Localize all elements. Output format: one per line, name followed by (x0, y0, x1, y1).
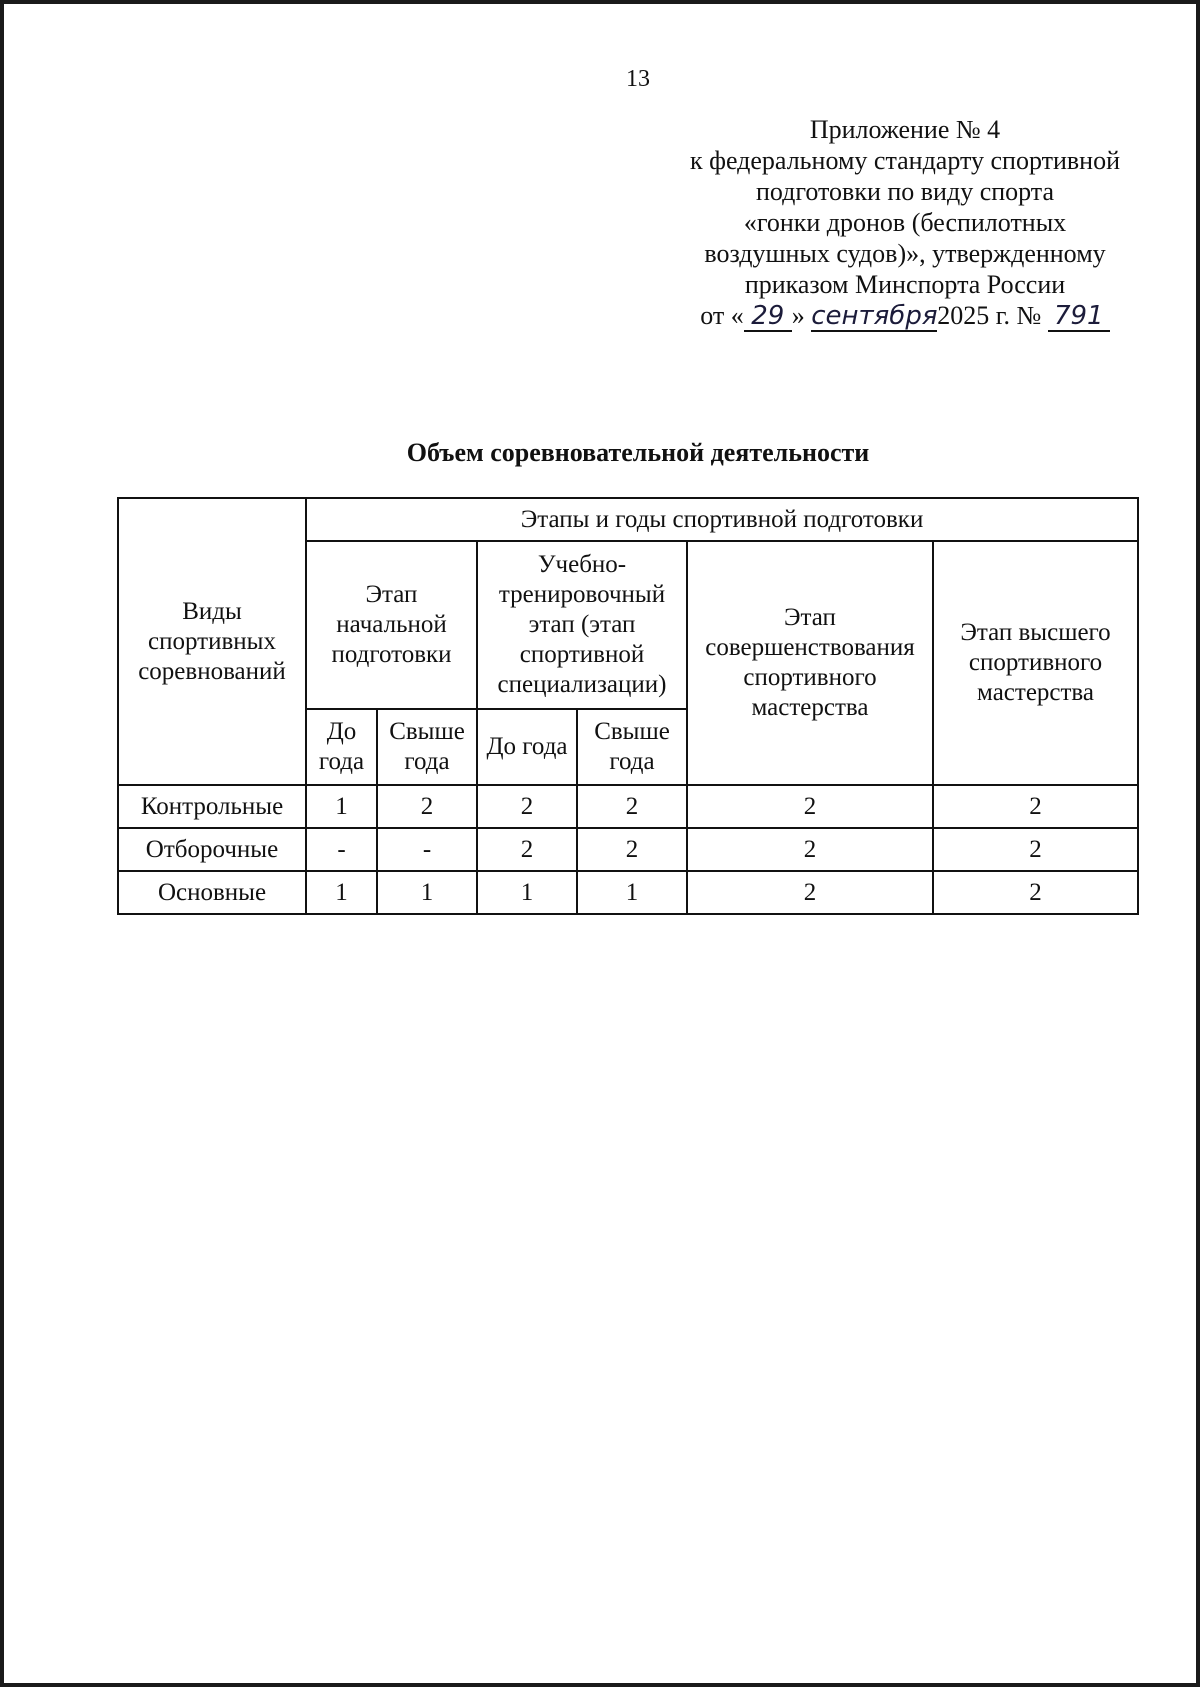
subheader-over-year: Свыше года (577, 709, 687, 785)
table-cell: 2 (687, 828, 933, 871)
appendix-line: подготовки по виду спорта (755, 177, 1055, 206)
table-cell: 2 (933, 828, 1138, 871)
order-line (640, 300, 1170, 332)
table-cell: 2 (377, 785, 477, 828)
table-cell: 1 (306, 871, 377, 914)
table-cell: 1 (477, 871, 577, 914)
table-cell: 2 (577, 828, 687, 871)
table-cell: 1 (377, 871, 477, 914)
header-stage-improvement: Этап совершенствования спортивного мастерства (687, 541, 933, 785)
table-cell: 2 (933, 785, 1138, 828)
appendix-header (640, 114, 1170, 332)
table-cell: 2 (687, 871, 933, 914)
appendix-line: Приложение № 4 (809, 115, 1001, 144)
order-day-handwritten: 29 (744, 302, 792, 332)
row-kind: Отборочные (118, 828, 306, 871)
competition-volume-table (117, 497, 1139, 915)
appendix-line: «гонки дронов (беспилотных (743, 208, 1067, 237)
order-mid: » (791, 301, 805, 330)
table-cell: 1 (306, 785, 377, 828)
row-kind: Основные (118, 871, 306, 914)
table-row (118, 871, 1138, 914)
row-kind: Контрольные (118, 785, 306, 828)
appendix-line: воздушных судов)», утвержденному (704, 239, 1106, 268)
header-stage-initial: Этап начальной подготовки (306, 541, 477, 709)
appendix-line: к федеральному стандарту спортивной (689, 146, 1121, 175)
table-cell: 2 (687, 785, 933, 828)
header-competition-kind: Виды спортивных соревнований (118, 498, 306, 785)
table-row (118, 785, 1138, 828)
page-number: 13 (626, 66, 650, 92)
table-cell: 2 (933, 871, 1138, 914)
table-cell: 2 (477, 785, 577, 828)
table-cell: - (377, 828, 477, 871)
document-title: Объем соревновательной деятельности (406, 438, 870, 467)
order-prefix: от « (700, 301, 744, 330)
table-row (118, 828, 1138, 871)
table-cell: 1 (577, 871, 687, 914)
table-cell: 2 (577, 785, 687, 828)
order-number-handwritten: 791 (1048, 302, 1110, 332)
header-stage-highest: Этап высшего спортивного мастерства (933, 541, 1138, 785)
order-month-handwritten: сентября (811, 301, 938, 331)
subheader-up-to-year: До года (477, 709, 577, 785)
table-cell: - (306, 828, 377, 871)
subheader-over-year: Свыше года (377, 709, 477, 785)
order-year: 2025 г. № (937, 301, 1042, 330)
header-stages: Этапы и годы спортивной подготовки (306, 498, 1138, 541)
subheader-up-to-year: До года (306, 709, 377, 785)
header-stage-training: Учебно-тренировочный этап (этап спортивной специализации) (477, 541, 687, 709)
table-cell: 2 (477, 828, 577, 871)
appendix-line: приказом Минспорта России (744, 270, 1066, 299)
